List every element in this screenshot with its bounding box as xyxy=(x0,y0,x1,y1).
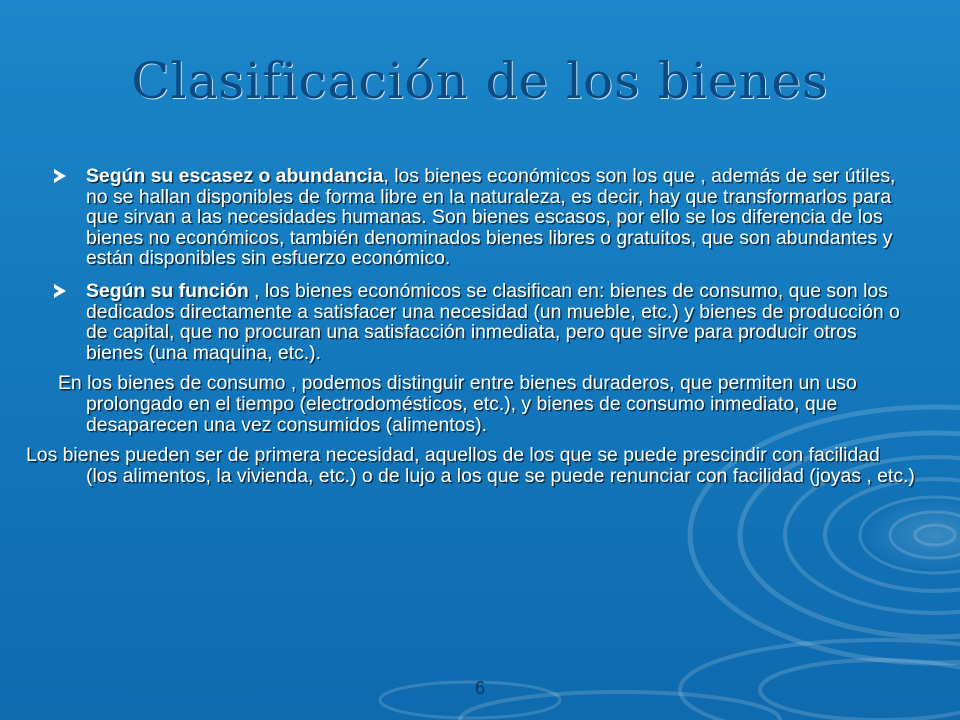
bold-heading-function: Según su función xyxy=(86,279,249,302)
slide-title: Clasificación de los bienes xyxy=(131,52,829,110)
page-number: 6 xyxy=(474,678,485,698)
bullet-paragraph-scarcity xyxy=(26,166,916,269)
bullet-paragraph-function xyxy=(26,281,916,363)
slide-body xyxy=(26,166,916,486)
paragraph-text-scarcity: , los bienes económicos son los que , además de ser útiles, no se hallan disponibles de forma libre en la naturaleza, es decir, hay que transformarlos para que sirvan a las necesidades humanas. Son bienes escasos, por ello se los diferencia de los bienes no económicos, también denominados bienes libres o gratuitos, que son abundantes y están disponibles sin esfuerzo económico. xyxy=(86,165,896,270)
triangle-arrow-bullet-icon xyxy=(54,284,66,298)
paragraph-consumer-goods: En los bienes de consumo , podemos distinguir entre bienes duraderos, que permiten un uso prolongado en el tiempo (electrodomésticos, etc.), y bienes de consumo inmediato, que desaparecen una vez consumidos (alimentos). xyxy=(58,372,857,436)
paragraph-necessity-goods: Los bienes pueden ser de primera necesidad, aquellos de los que se puede prescindir con facilidad (los alimentos, la vivienda, etc.) o de lujo a los que se puede renunciar con facilidad (joyas , etc.) xyxy=(26,444,915,487)
paragraph-text-function: , los bienes económicos se clasifican en: bienes de consumo, que son los dedicados directamente a satisfacer una necesidad (un mueble, etc.) y bienes de producción o de capital, que no procuran una satisfacción inmediata, pero que sirve para producir otros bienes (una maquina, etc.). xyxy=(86,279,900,364)
triangle-arrow-bullet-icon xyxy=(54,169,66,183)
bold-heading-scarcity: Según su escasez o abundancia xyxy=(86,165,384,187)
